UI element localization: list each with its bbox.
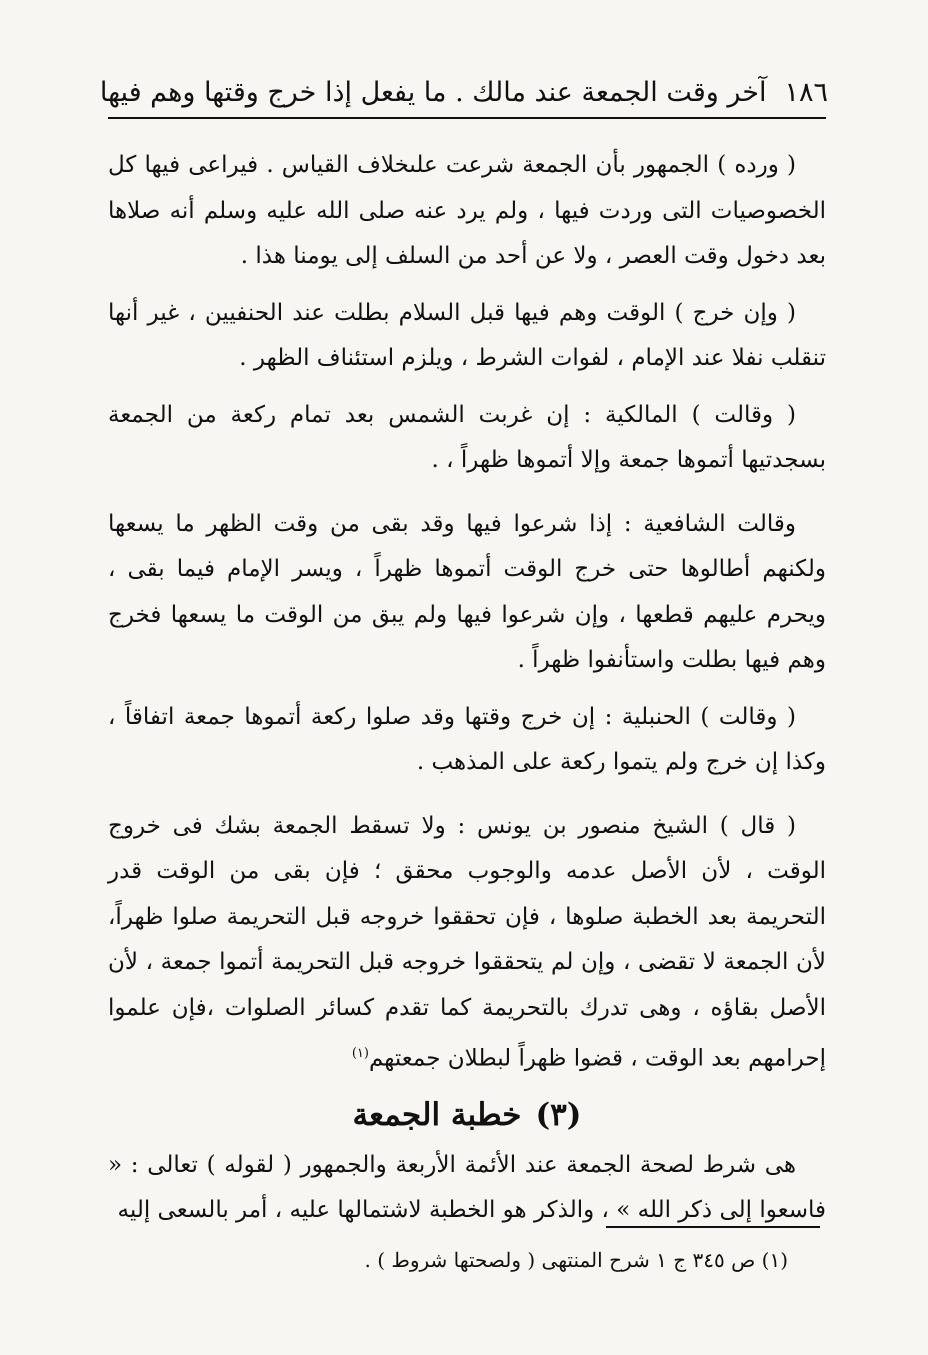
header-rule — [108, 117, 826, 119]
page-header — [99, 62, 828, 108]
page-number: ١٨٦ — [784, 77, 828, 108]
paragraph-hanbali: ( وقالت ) الحنبلية : إن خرج وقتها وقد صلوا ركعة أتموها جمعة اتفاقاً ، وكذا إن خرج ولم يتموا ركعة على المذهب . — [108, 703, 826, 775]
paragraph-response: ( ورده ) الجمهور بأن الجمعة شرعت علىخلاف القياس . فيراعى فيها كل الخصوصيات التى وردت فيها ، ولم يرد عنه صلى الله عليه وسلم أنه صلاها بعد دخول وقت العصر ، ولا عن أحد من السلف إلى يومنا هذا . — [108, 152, 826, 269]
paragraph-maliki: ( وقالت ) المالكية : إن غربت الشمس بعد تمام ركعة من الجمعة بسجدتيها أتموها جمعة وإلا أتموها ظهراً ، . — [108, 401, 826, 473]
running-title: آخر وقت الجمعة عند مالك . ما يفعل إذا خرج وقتها وهم فيها — [99, 77, 767, 108]
paragraph-khutba: هى شرط لصحة الجمعة عند الأئمة الأربعة والجمهور ( لقوله ) تعالى : « فاسعوا إلى ذكر الله » ، والذكر هو الخطبة لاشتمالها عليه ، أمر بالسعى إليه — [108, 1151, 826, 1224]
paragraph-hanafi: ( وإن خرج ) الوقت وهم فيها قبل السلام بطلت عند الحنفيين ، غير أنها تنقلب نفلا عند الإمام ، لفوات الشرط ، ويلزم استئناف الظهر . — [108, 299, 826, 371]
section-heading — [108, 1093, 826, 1139]
main-text — [108, 143, 826, 1245]
section-title: خطبة الجمعة — [352, 1097, 522, 1134]
footnote-marker: (١) — [351, 1046, 369, 1061]
paragraph-mansur-text: ( قال ) الشيخ منصور بن يونس : ولا تسقط الجمعة بشك فى خروج الوقت ، لأن الأصل عدمه والوجوب محقق ؛ فإن بقى من الوقت قدر التحريمة بعد الخطبة صلوها ، فإن تحققوا خروجه قبل التحريمة صلوا ظهراً، لأن الجمعة لا تقضى ، وإن لم يتحققوا خروجه قبل التحريمة أتموا جمعة ، لأن الأصل بقاؤه ، وهى تدرك بالتحريمة كما تقدم كسائر الصلوات ،فإن علموا إحرامهم بعد الوقت ، قضوا ظهراً لبطلان جمعتهم — [108, 812, 826, 1072]
paragraph-shafii: وقالت الشافعية : إذا شرعوا فيها وقد بقى من وقت الظهر ما يسعها ولكنهم أطالوها حتى خرج الوقت أتموها ظهراً ، ويسر الإمام فيما بقى ، ويحرم عليهم قطعها ، وإن شرعوا فيها ولم يبق من الوقت ما يسعها فخرج وهم فيها بطلت واستأنفوا ظهراً . — [108, 510, 826, 673]
section-number: (٣) — [535, 1097, 582, 1134]
paragraph-mansur — [108, 804, 826, 1083]
footnote: (١) ص ٣٤٥ ج ١ شرح المنتهى ( ولصحتها شروط ) . — [364, 1248, 788, 1272]
footnote-rule — [606, 1226, 820, 1228]
